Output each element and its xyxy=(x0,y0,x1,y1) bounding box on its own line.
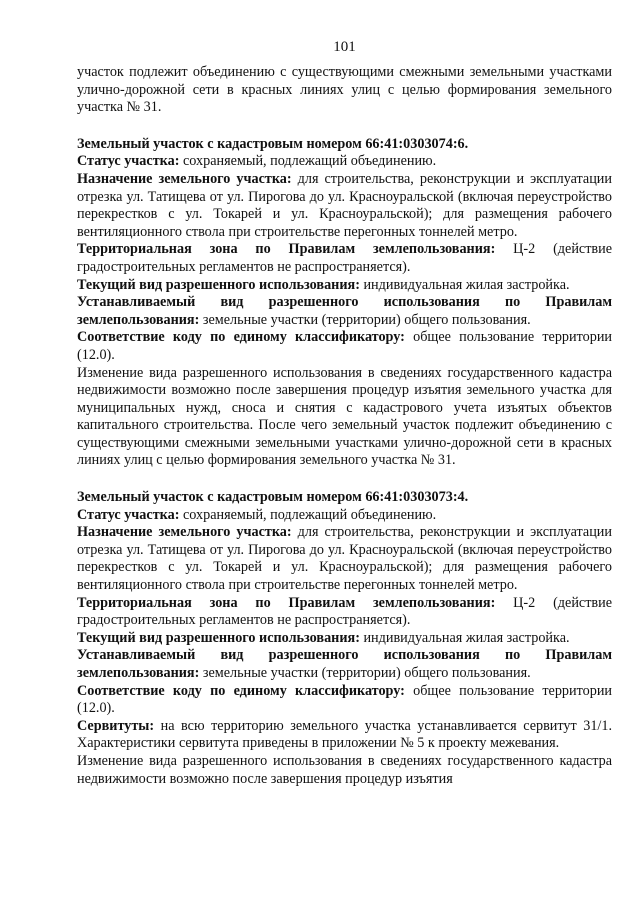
purpose-label: Назначение земельного участка: xyxy=(77,170,292,187)
section-spacer xyxy=(77,470,612,489)
set-use-field xyxy=(77,647,612,682)
parcel-section-1 xyxy=(77,136,612,470)
section-spacer xyxy=(77,117,612,136)
set-use-value: земельные участки (территории) общего пользования. xyxy=(199,311,531,328)
classifier-label: Соответствие коду по единому классификатору: xyxy=(77,682,405,699)
page-number: 101 xyxy=(333,39,356,55)
classifier-value: общее пользование территории (12.0). xyxy=(77,329,613,363)
status-value: сохраняемый, подлежащий объединению. xyxy=(179,153,437,170)
parcel-section-2 xyxy=(77,489,612,788)
status-label: Статус участка: xyxy=(77,153,180,170)
servitude-field xyxy=(77,718,612,753)
zone-label: Территориальная зона по Правилам землепользования: xyxy=(77,594,496,611)
servitude-label: Сервитуты: xyxy=(77,717,155,734)
zone-field xyxy=(77,241,612,276)
zone-label: Территориальная зона по Правилам землепользования: xyxy=(77,241,496,258)
change-paragraph: Изменение вида разрешенного использования в сведениях государственного кадастра недвижимости возможно после завершения процедур изъятия земельного участка для муниципальных нужд, сноса и снятия с кадастрового учета изъятых объектов капитального строительства. После чего земельный участок подлежит объединению с существующими смежными земельными участками улично-дорожной сети в красных линиях улиц с целью формирования земельного участка № 31. xyxy=(77,364,612,469)
current-use-value: индивидуальная жилая застройка. xyxy=(359,276,570,293)
classifier-label: Соответствие коду по единому классификатору: xyxy=(77,329,405,346)
set-use-label: Устанавливаемый вид разрешенного использования по Правилам землепользования: xyxy=(77,294,612,328)
set-use-label: Устанавливаемый вид разрешенного использования по Правилам землепользования: xyxy=(77,647,612,681)
zone-value: Ц-2 (действие градостроительных регламентов не распространяется). xyxy=(77,594,613,629)
current-use-label: Текущий вид разрешенного использования: xyxy=(77,276,360,293)
current-use-value: индивидуальная жилая застройка. xyxy=(359,629,570,646)
set-use-field xyxy=(77,294,612,329)
classifier-field xyxy=(77,683,612,718)
parcel-heading: Земельный участок с кадастровым номером 66:41:0303073:4. xyxy=(77,489,469,506)
current-use-field xyxy=(77,630,612,648)
purpose-value: для строительства, реконструкции и эксплуатации отрезка ул. Татищева от ул. Пирогова до ул. Красноуральской (включая переустройство перекрестков с ул. Токарей и ул. Красноуральской); для размещения рабочего вентиляционного ствола при строительстве перегонных тоннелей метро. xyxy=(77,524,612,594)
status-label: Статус участка: xyxy=(77,506,180,523)
status-value: сохраняемый, подлежащий объединению. xyxy=(179,506,437,523)
zone-value: Ц-2 (действие градостроительных регламентов не распространяется). xyxy=(77,241,613,275)
classifier-field xyxy=(77,329,612,364)
document-page xyxy=(77,38,612,788)
servitude-value: на всю территорию земельного участка устанавливается сервитут 31/1. Характеристики сервитута приведены в приложении № 5 к проекту межевания. xyxy=(77,717,612,752)
status-field xyxy=(77,507,612,525)
zone-field xyxy=(77,595,612,630)
intro-paragraph: участок подлежит объединению с существующими смежными земельными участками улично-дорожной сети в красных линиях улиц с целью формирования земельного участка № 31. xyxy=(77,64,612,116)
status-field xyxy=(77,153,612,171)
current-use-field xyxy=(77,277,612,295)
purpose-field xyxy=(77,171,612,241)
purpose-value: для строительства, реконструкции и эксплуатации отрезка ул. Татищева от ул. Пирогова до ул. Красноуральской (включая переустройство перекрестков с ул. Токарей и ул. Красноуральской); для размещения рабочего вентиляционного ствола при строительстве перегонных тоннелей метро. xyxy=(77,170,612,240)
set-use-value: земельные участки (территории) общего пользования. xyxy=(199,665,531,681)
purpose-label: Назначение земельного участка: xyxy=(77,524,292,541)
change-paragraph: Изменение вида разрешенного использования в сведениях государственного кадастра недвижимости возможно после завершения процедур изъятия xyxy=(77,752,612,787)
classifier-value: общее пользование территории (12.0). xyxy=(77,682,613,717)
current-use-label: Текущий вид разрешенного использования: xyxy=(77,629,360,646)
parcel-heading: Земельный участок с кадастровым номером 66:41:0303074:6. xyxy=(77,135,469,152)
purpose-field xyxy=(77,524,612,594)
